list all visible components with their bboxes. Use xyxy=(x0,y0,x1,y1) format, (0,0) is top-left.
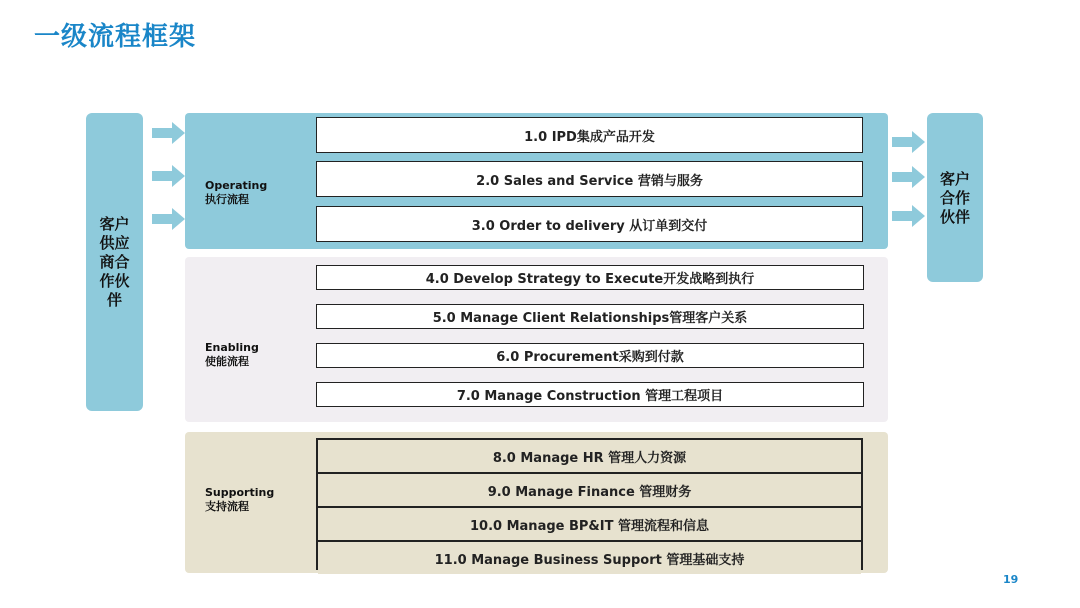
enabling-label-en: Enabling xyxy=(205,341,259,354)
arrow-right-icon xyxy=(152,122,185,144)
process-box: 7.0 Manage Construction 管理工程项目 xyxy=(316,382,864,407)
process-box: 3.0 Order to delivery 从订单到交付 xyxy=(316,206,863,242)
process-box: 11.0 Manage Business Support 管理基础支持 xyxy=(318,542,861,574)
operating-label xyxy=(205,179,267,207)
enabling-label-zh: 使能流程 xyxy=(205,355,249,368)
arrow-right-icon xyxy=(892,131,925,153)
supporting-band xyxy=(185,432,888,573)
right-partner-bar xyxy=(927,113,983,282)
page-number: 19 xyxy=(1003,573,1019,586)
enabling-label xyxy=(205,341,259,369)
process-box: 9.0 Manage Finance 管理财务 xyxy=(318,474,861,508)
process-box: 4.0 Develop Strategy to Execute开发战略到执行 xyxy=(316,265,864,290)
arrow-right-icon xyxy=(152,165,185,187)
operating-label-en: Operating xyxy=(205,179,268,192)
left-partner-bar xyxy=(86,113,143,411)
operating-label-zh: 执行流程 xyxy=(205,193,249,206)
supporting-label-en: Supporting xyxy=(205,486,275,499)
arrow-right-icon xyxy=(152,208,185,230)
arrow-right-icon xyxy=(892,205,925,227)
enabling-band xyxy=(185,257,888,422)
process-box: 5.0 Manage Client Relationships管理客户关系 xyxy=(316,304,864,329)
page-title: 一级流程框架 xyxy=(34,22,197,52)
right-partner-label: 客户合作伙伴 xyxy=(939,170,970,226)
left-partner-label: 客户供应商合作伙伴 xyxy=(99,214,130,309)
supporting-label-zh: 支持流程 xyxy=(205,500,249,513)
process-box: 10.0 Manage BP&IT 管理流程和信息 xyxy=(318,508,861,542)
supporting-label xyxy=(205,486,274,514)
process-box: 8.0 Manage HR 管理人力资源 xyxy=(318,440,861,474)
process-box: 2.0 Sales and Service 营销与服务 xyxy=(316,161,863,197)
supporting-process-stack xyxy=(316,438,863,570)
process-box: 1.0 IPD集成产品开发 xyxy=(316,117,863,153)
process-box: 6.0 Procurement采购到付款 xyxy=(316,343,864,368)
arrow-right-icon xyxy=(892,166,925,188)
operating-band xyxy=(185,113,888,249)
